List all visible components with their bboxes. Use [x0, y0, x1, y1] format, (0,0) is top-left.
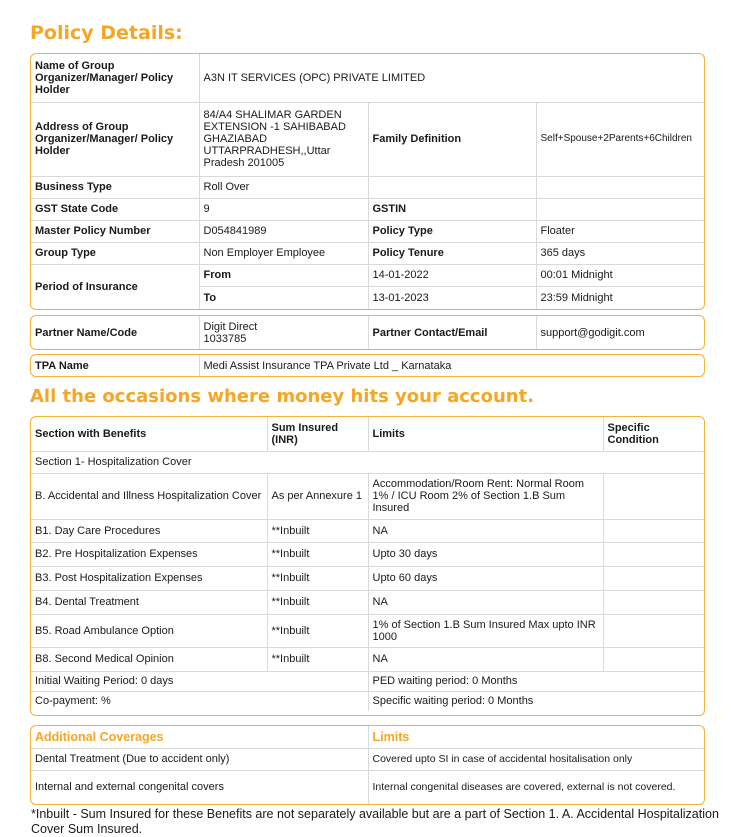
- benefit-sum: **Inbuilt: [267, 566, 368, 590]
- benefit-limit: 1% of Section 1.B Sum Insured Max upto INR 1000: [368, 614, 603, 647]
- benefits-title: All the occasions where money hits your account.: [30, 386, 535, 407]
- additional-limits-header: Limits: [368, 726, 704, 748]
- period-label: Period of Insurance: [31, 264, 199, 309]
- from-date: 14-01-2022: [368, 264, 536, 286]
- table-row: [31, 614, 704, 647]
- to-label: To: [199, 286, 368, 309]
- benefit-name: B3. Post Hospitalization Expenses: [31, 566, 267, 590]
- benefits-table: [30, 416, 705, 716]
- benefit-condition: [603, 566, 704, 590]
- benefit-name: B. Accidental and Illness Hospitalization Cover: [31, 473, 267, 519]
- table-row: [31, 542, 704, 566]
- family-value: Self+Spouse+2Parents+6Children: [536, 102, 704, 176]
- policy-details-title: Policy Details:: [30, 22, 183, 44]
- benefit-limit: NA: [368, 519, 603, 542]
- gstin-value: [536, 198, 704, 220]
- table-row: [31, 647, 704, 671]
- table-row: [31, 473, 704, 519]
- section-1-row: Section 1- Hospitalization Cover: [31, 451, 704, 473]
- benefit-name: B1. Day Care Procedures: [31, 519, 267, 542]
- benefit-condition: [603, 542, 704, 566]
- benefit-sum: **Inbuilt: [267, 614, 368, 647]
- benefit-limit: Upto 30 days: [368, 542, 603, 566]
- gst-state-value: 9: [199, 198, 368, 220]
- partner-contact-label: Partner Contact/Email: [368, 316, 536, 349]
- additional-coverages-table: [30, 725, 705, 805]
- benefit-condition: [603, 614, 704, 647]
- benefit-sum: **Inbuilt: [267, 590, 368, 614]
- benefit-condition: [603, 473, 704, 519]
- master-policy-label: Master Policy Number: [31, 220, 199, 242]
- benefit-limit: NA: [368, 590, 603, 614]
- additional-header: Additional Coverages: [31, 726, 368, 748]
- tpa-value: Medi Assist Insurance TPA Private Ltd _ Karnataka: [199, 355, 704, 376]
- tpa-label: TPA Name: [31, 355, 199, 376]
- benefit-condition: [603, 647, 704, 671]
- table-row: [31, 748, 704, 770]
- benefit-name: B4. Dental Treatment: [31, 590, 267, 614]
- business-type-value: Roll Over: [199, 176, 368, 198]
- coverage-limit: Internal congenital diseases are covered, external is not covered.: [368, 770, 704, 804]
- benefit-limit: Upto 60 days: [368, 566, 603, 590]
- partner-name-value: [199, 316, 368, 349]
- ped-waiting-period: PED waiting period: 0 Months: [368, 671, 704, 691]
- gstin-label: GSTIN: [368, 198, 536, 220]
- group-type-label: Group Type: [31, 242, 199, 264]
- initial-waiting-period: Initial Waiting Period: 0 days: [31, 671, 368, 691]
- benefit-name: B8. Second Medical Opinion: [31, 647, 267, 671]
- address-label: Address of Group Organizer/Manager/ Policy Holder: [31, 102, 199, 176]
- coverage-limit: Covered upto SI in case of accidental hositalisation only: [368, 748, 704, 770]
- table-row: [31, 566, 704, 590]
- partner-contact-value: support@godigit.com: [536, 316, 704, 349]
- benefit-condition: [603, 590, 704, 614]
- policy-details-table: [30, 53, 705, 310]
- tenure-value: 365 days: [536, 242, 704, 264]
- coverage-name: Internal and external congenital covers: [31, 770, 368, 804]
- benefit-sum: **Inbuilt: [267, 647, 368, 671]
- benefit-name: B2. Pre Hospitalization Expenses: [31, 542, 267, 566]
- header-section: Section with Benefits: [31, 417, 267, 451]
- header-sum-insured: Sum Insured (INR): [267, 417, 368, 451]
- partner-code-line: 1033785: [203, 332, 247, 345]
- footnote: *Inbuilt - Sum Insured for these Benefits are not separately available but are a part of Section 1. A. Accidental Hospitalization Cover Sum Insured.: [31, 807, 719, 836]
- partner-table: [30, 315, 705, 350]
- from-time: 00:01 Midnight: [536, 264, 704, 286]
- partner-name-line: Digit Direct: [203, 320, 258, 333]
- partner-name-label: Partner Name/Code: [31, 316, 199, 349]
- benefit-sum: As per Annexure 1: [267, 473, 368, 519]
- to-time: 23:59 Midnight: [536, 286, 704, 309]
- empty-cell: [368, 176, 536, 198]
- specific-waiting-period: Specific waiting period: 0 Months: [368, 691, 704, 711]
- benefit-sum: **Inbuilt: [267, 519, 368, 542]
- policy-type-value: Floater: [536, 220, 704, 242]
- table-row: [31, 770, 704, 804]
- policy-type-label: Policy Type: [368, 220, 536, 242]
- tpa-table: [30, 354, 705, 377]
- holder-value: A3N IT SERVICES (OPC) PRIVATE LIMITED: [199, 54, 704, 102]
- empty-cell: [536, 176, 704, 198]
- benefit-limit: Accommodation/Room Rent: Normal Room 1% / ICU Room 2% of Section 1.B Sum Insured: [368, 473, 603, 519]
- holder-label: Name of Group Organizer/Manager/ Policy Holder: [31, 54, 199, 102]
- co-payment: Co-payment: %: [31, 691, 368, 711]
- coverage-name: Dental Treatment (Due to accident only): [31, 748, 368, 770]
- benefit-condition: [603, 519, 704, 542]
- business-type-label: Business Type: [31, 176, 199, 198]
- gst-state-label: GST State Code: [31, 198, 199, 220]
- to-date: 13-01-2023: [368, 286, 536, 309]
- master-policy-value: D054841989: [199, 220, 368, 242]
- benefit-limit: NA: [368, 647, 603, 671]
- family-label: Family Definition: [368, 102, 536, 176]
- group-type-value: Non Employer Employee: [199, 242, 368, 264]
- tenure-label: Policy Tenure: [368, 242, 536, 264]
- table-row: [31, 590, 704, 614]
- table-row: [31, 519, 704, 542]
- header-limits: Limits: [368, 417, 603, 451]
- address-value: 84/A4 SHALIMAR GARDEN EXTENSION -1 SAHIBABAD GHAZIABAD UTTARPRADHESH,,Uttar Pradesh 201005: [199, 102, 368, 176]
- benefit-name: B5. Road Ambulance Option: [31, 614, 267, 647]
- header-specific-condition: Specific Condition: [603, 417, 704, 451]
- benefit-sum: **Inbuilt: [267, 542, 368, 566]
- from-label: From: [199, 264, 368, 286]
